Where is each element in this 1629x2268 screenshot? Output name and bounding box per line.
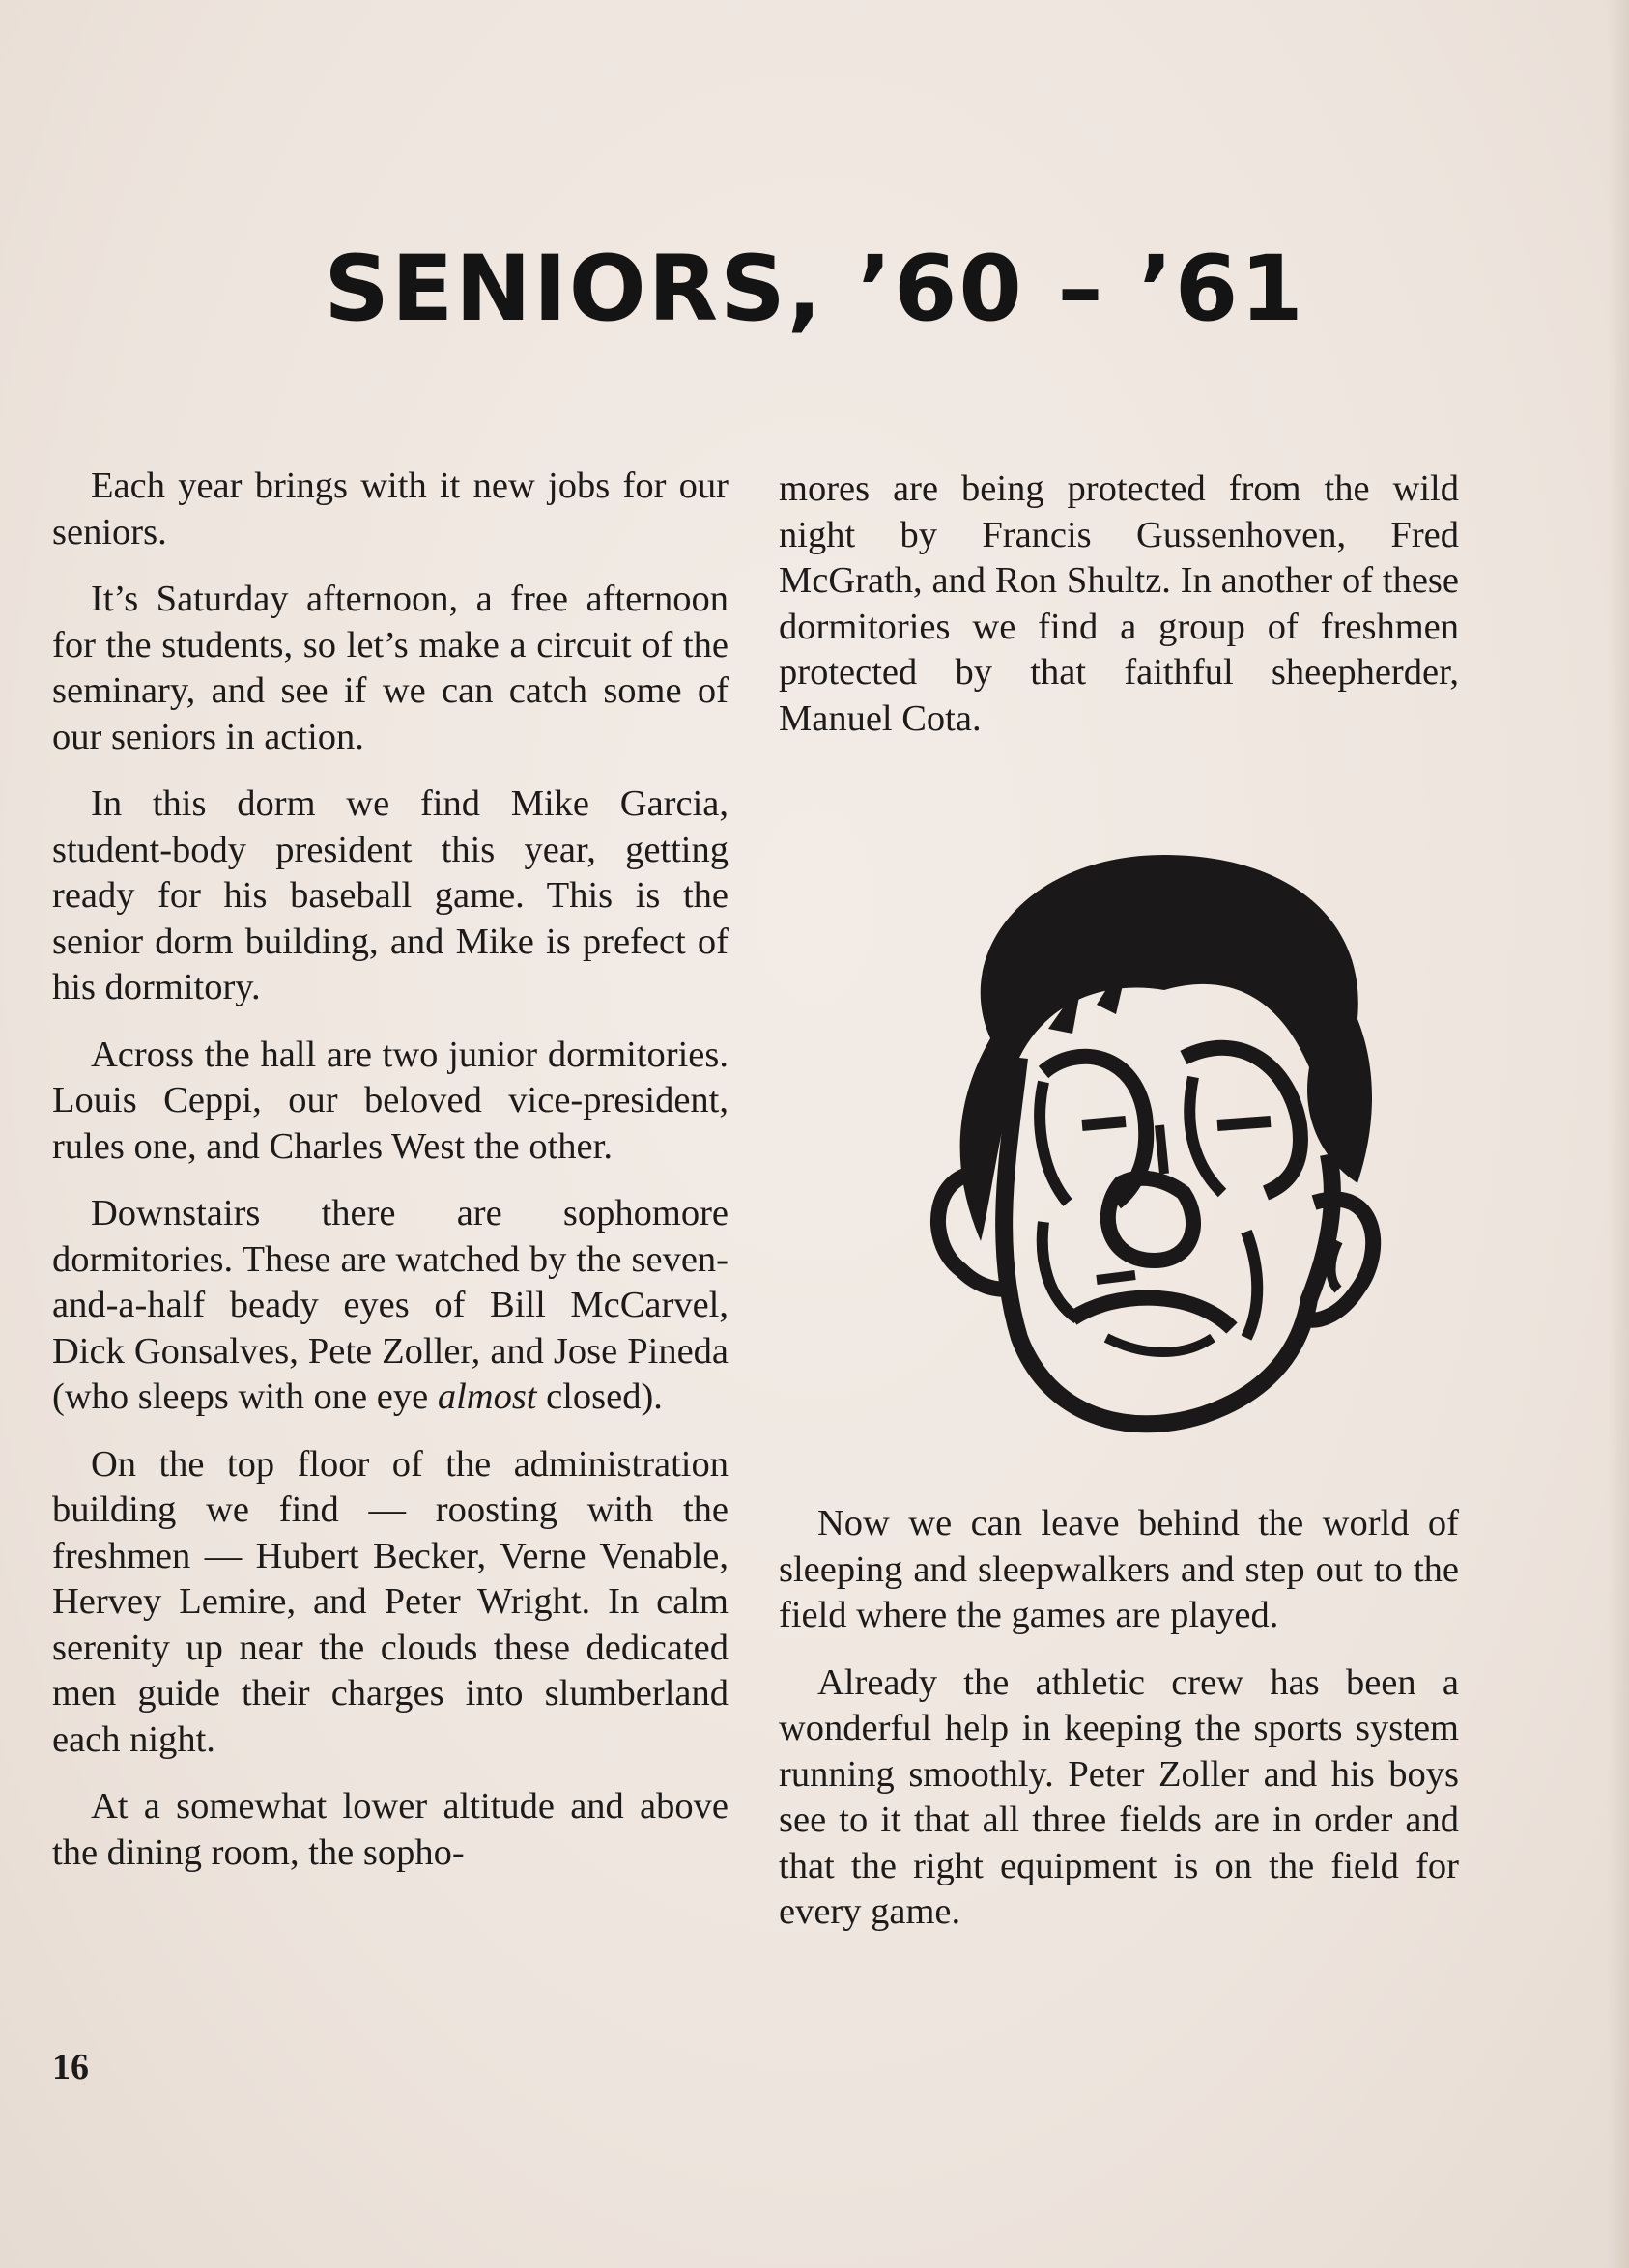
paragraph: Already the athletic crew has been a wonderful help in keeping the sports system running smoothly. Peter Zoller and his boys see to it that all three fields are in order and that the right equipment is on the field for every game. [779,1661,1459,1932]
paragraph-text: Downstairs there are sophomore dormitories. These are watched by the seven-and-a-half beady eyes of Bill McCarvel, Dick Gonsalves, Pete Zoller, and Jose Pineda (who sleeps with one eye [52,1193,729,1417]
face-outline [1004,1058,1332,1424]
mouth [1072,1298,1232,1328]
right-column-bottom [779,1501,1459,1957]
paragraph: At a somewhat lower altitude and above the dining room, the sopho- [52,1786,729,1873]
paragraph-text: closed). [536,1376,663,1417]
paragraph: Across the hall are two junior dormitories. Louis Ceppi, our beloved vice-president, rules one, and Charles West the other. [52,1034,729,1167]
left-column [52,464,729,1897]
emphasis-text: almost [437,1376,537,1417]
page-title: SENIORS, ’60 – ’61 [324,237,1305,342]
right-column-top [779,467,1459,763]
paragraph: Now we can leave behind the world of sleeping and sleepwalkers and step out to the field where the games are played. [779,1503,1459,1635]
caricature-face-icon [874,836,1386,1454]
paragraph: Each year brings with it new jobs for our seniors. [52,466,729,553]
nose [1108,1178,1193,1261]
paragraph: On the top floor of the administration building we find — roosting with the freshmen — Hubert Becker, Verne Venable, Hervey Lemire, and Peter Wright. In calm serenity up near the clouds these dedicated men guide their charges into slumberland each night. [52,1443,729,1760]
paragraph: mores are being protected from the wild night by Francis Gussenhoven, Fred McGrath, and Ron Shultz. In another of these dormitories we find a group of freshmen protected by that faithful sheepherder, Manuel Cota. [779,468,1459,739]
paragraph: In this dorm we find Mike Garcia, student-body president this year, getting ready for his baseball game. This is the senior dorm building, and Mike is prefect of his dormitory. [52,783,729,1007]
page-number: 16 [52,2047,89,2087]
paragraph [52,1191,729,1421]
paragraph: It’s Saturday afternoon, a free afternoon for the students, so let’s make a circuit of the seminary, and see if we can catch some of our seniors in action. [52,579,729,757]
